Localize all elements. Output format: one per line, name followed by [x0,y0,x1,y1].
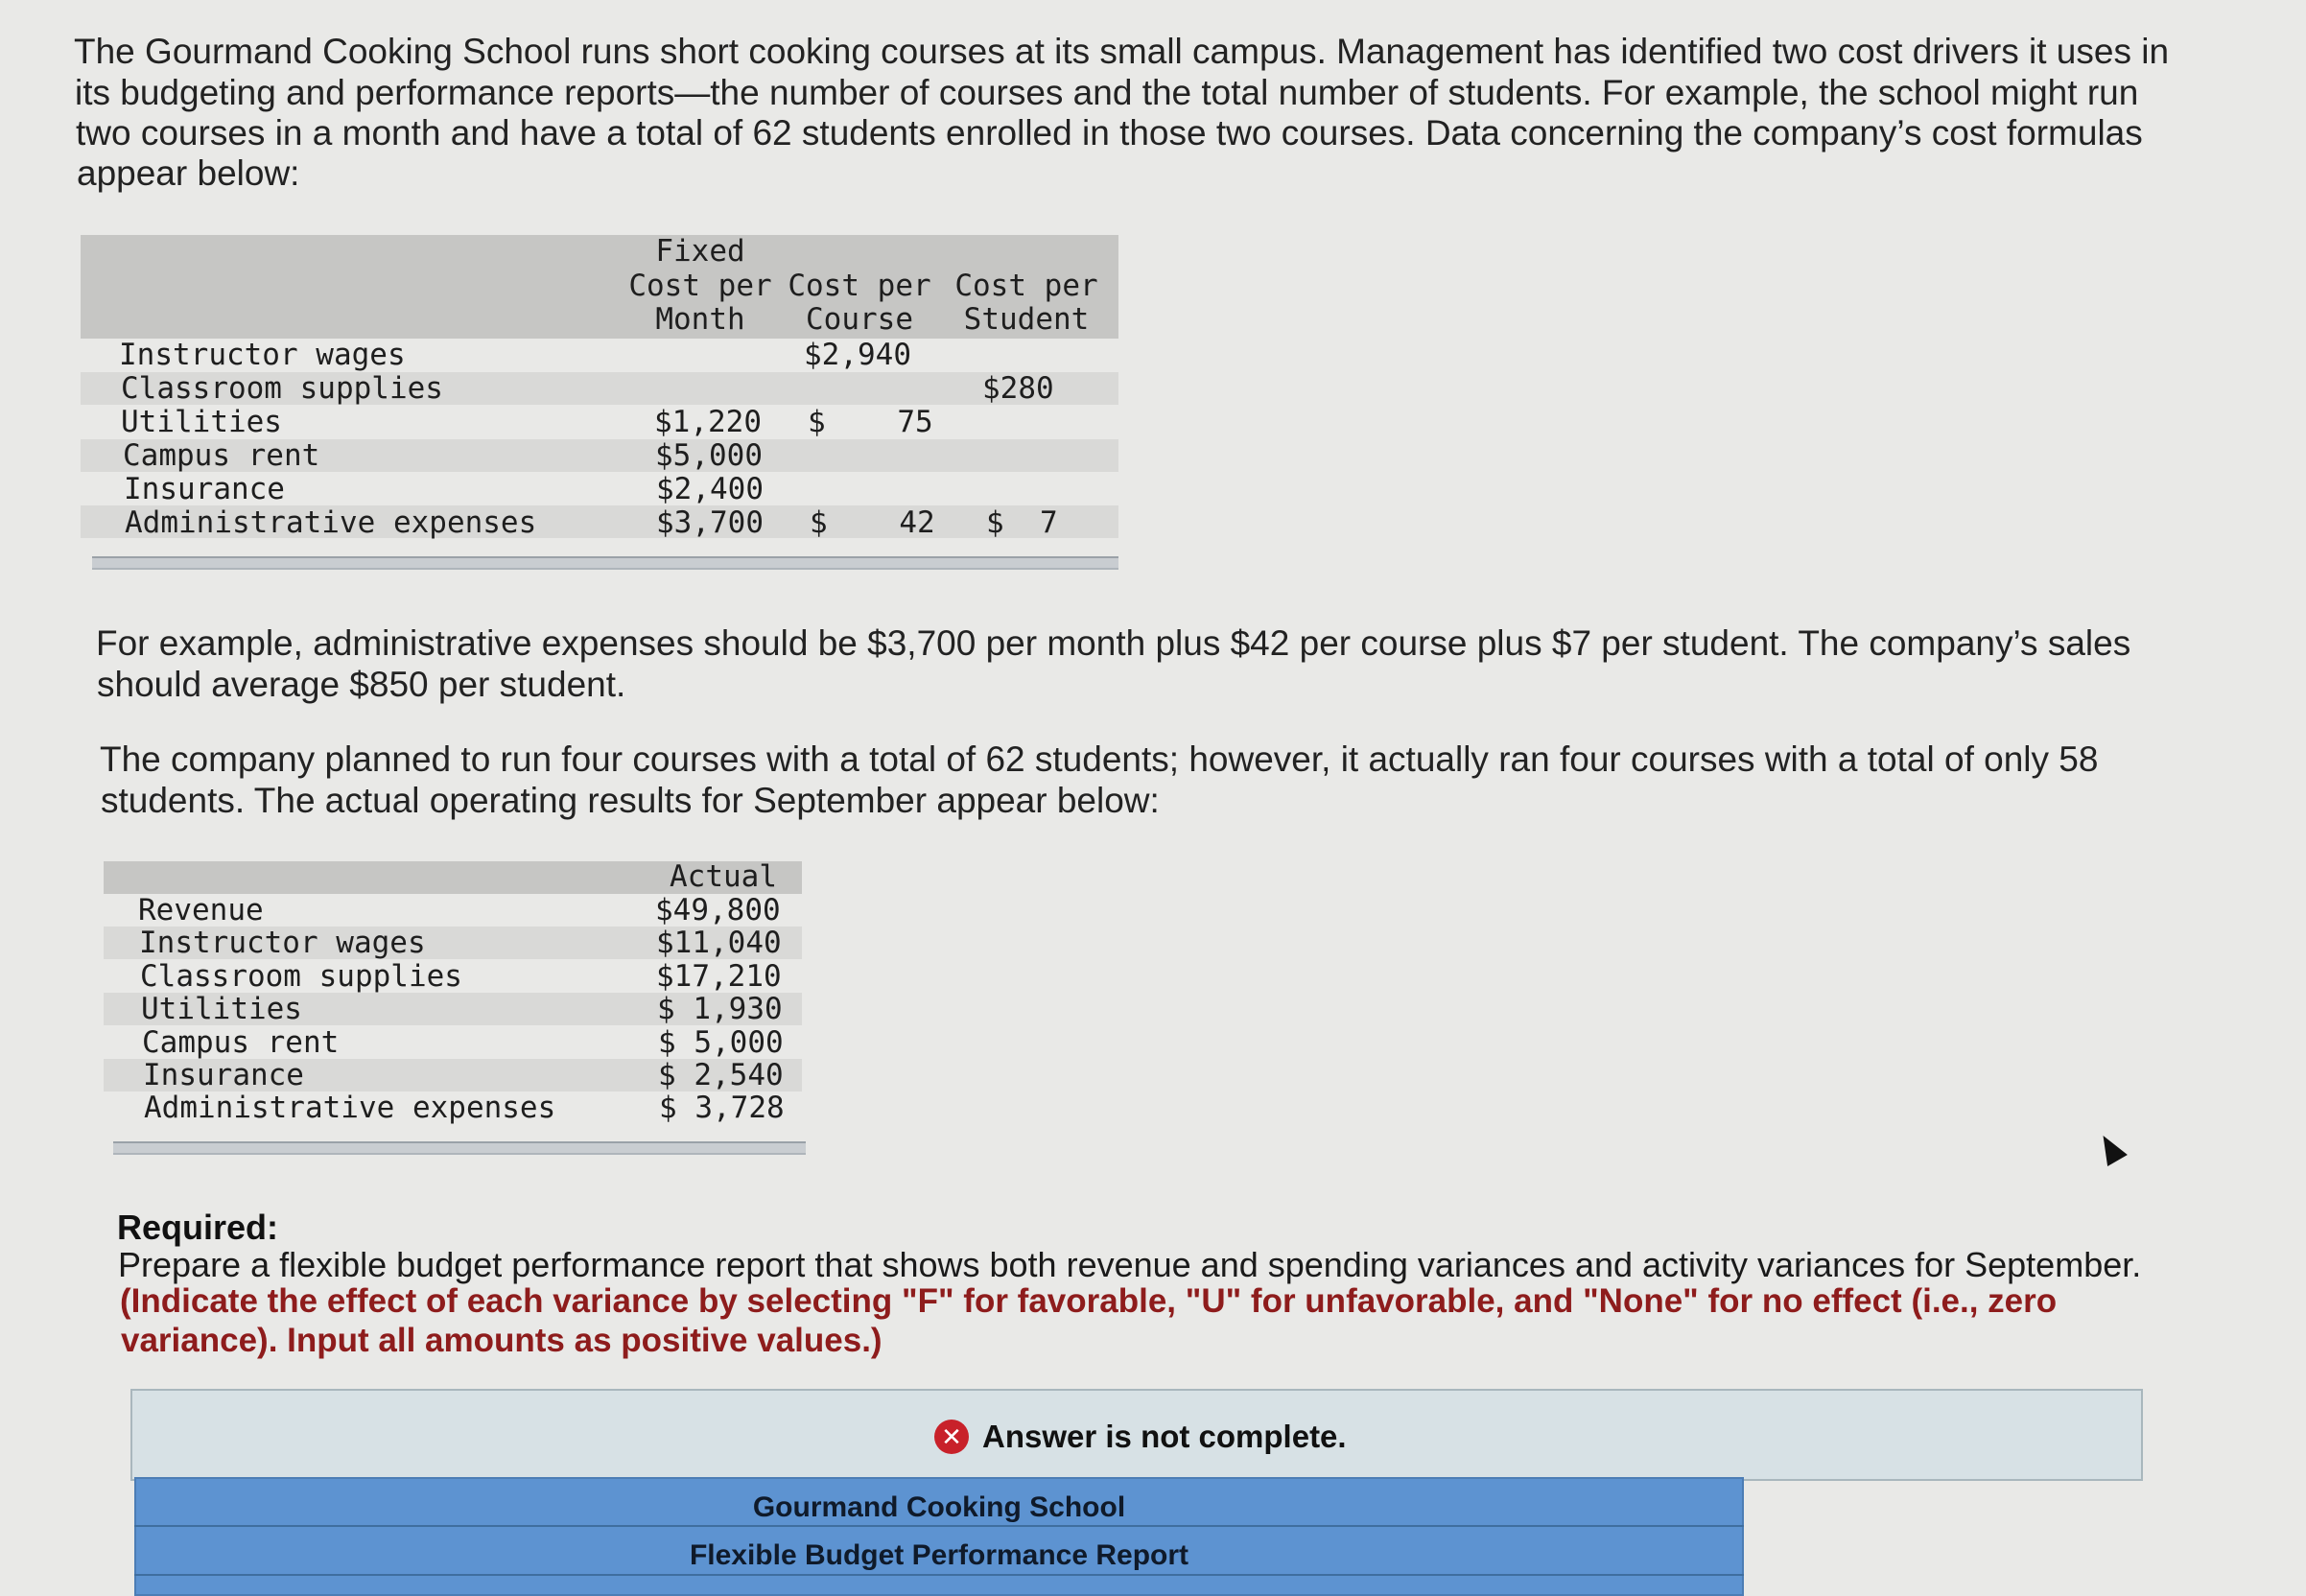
header-student-line-2: Cost per [954,269,1098,303]
required-instructions: Prepare a flexible budget performance report that shows both revenue and spending variances and activity variances for September. [118,1245,2142,1284]
row-fixed-cost: $5,000 [655,438,763,473]
row-course-cost: $ 75 [808,405,933,439]
header-fixed-line-2: Cost per [628,269,772,303]
report-company-name: Gourmand Cooking School [752,1491,1126,1523]
x-circle-icon: ✕ [934,1420,969,1454]
mouse-cursor-icon [2093,1130,2128,1166]
answer-status [934,1419,1347,1455]
row-value: $ 5,000 [658,1025,784,1060]
required-heading: Required: [117,1208,279,1247]
row-value: $ 2,540 [658,1058,784,1092]
row-label: Instructor wages [139,926,426,960]
row-value: $ 3,728 [659,1091,785,1125]
planned-line-2: students. The actual operating results for September appear below: [101,781,1160,820]
table-bottom-rule [92,556,1118,570]
row-label: Classroom supplies [121,371,443,406]
row-label: Utilities [141,992,302,1026]
required-note-line-2: variance). Input all amounts as positive values.) [121,1322,882,1359]
row-label: Insurance [143,1058,304,1092]
report-title: Flexible Budget Performance Report [689,1539,1189,1571]
row-value: $17,210 [656,959,782,994]
row-label: Campus rent [142,1025,340,1060]
example-line-2: should average $850 per student. [97,665,626,704]
header-fixed-line-3: Month [655,302,745,337]
row-fixed-cost: $3,700 [656,505,764,540]
row-value: $49,800 [655,893,781,927]
header-fixed-line-1: Fixed [655,234,745,269]
row-label: Classroom supplies [140,959,462,994]
row-label: Administrative expenses [125,505,537,540]
header-course-line-3: Course [806,302,913,337]
row-course-cost: $ 42 [810,505,935,540]
row-fixed-cost: $1,220 [654,405,762,439]
row-student-cost: $280 [982,371,1054,406]
row-label: Utilities [121,405,282,439]
row-label: Administrative expenses [144,1091,556,1125]
intro-line-2: its budgeting and performance reports—the number of courses and the total number of students. For example, the school might run [75,73,2139,112]
required-note-line-1: (Indicate the effect of each variance by selecting "F" for favorable, "U" for unfavorable, and "None" for no effect (i.e., zero [120,1282,2058,1320]
row-label: Instructor wages [119,338,406,372]
actual-header: Actual [670,859,777,894]
intro-line-1: The Gourmand Cooking School runs short cooking courses at its small campus. Management has identified two cost drivers it uses in [74,32,2170,71]
row-value: $11,040 [656,926,782,960]
row-course-cost: $2,940 [804,338,911,372]
table-bottom-rule [113,1141,806,1155]
row-label: Insurance [124,472,285,506]
row-label: Revenue [138,893,264,927]
example-line-1: For example, administrative expenses should be $3,700 per month plus $42 per course plus $7 per student. The company’s sales [96,623,2131,663]
row-label: Campus rent [123,438,320,473]
row-student-cost: $ 7 [986,505,1058,540]
planned-line-1: The company planned to run four courses with a total of 62 students; however, it actually ran four courses with a total of only 58 [100,739,2099,779]
intro-line-3: two courses in a month and have a total of 62 students enrolled in those two courses. Data concerning the company’s cost formulas [76,113,2143,153]
row-fixed-cost: $2,400 [656,472,764,506]
answer-status-text: Answer is not complete. [982,1419,1347,1454]
report-divider [134,1525,1744,1527]
row-value: $ 1,930 [657,992,783,1026]
header-course-line-2: Cost per [788,269,931,303]
report-divider [134,1574,1744,1576]
header-student-line-3: Student [963,302,1090,337]
intro-line-4: appear below: [77,153,300,193]
